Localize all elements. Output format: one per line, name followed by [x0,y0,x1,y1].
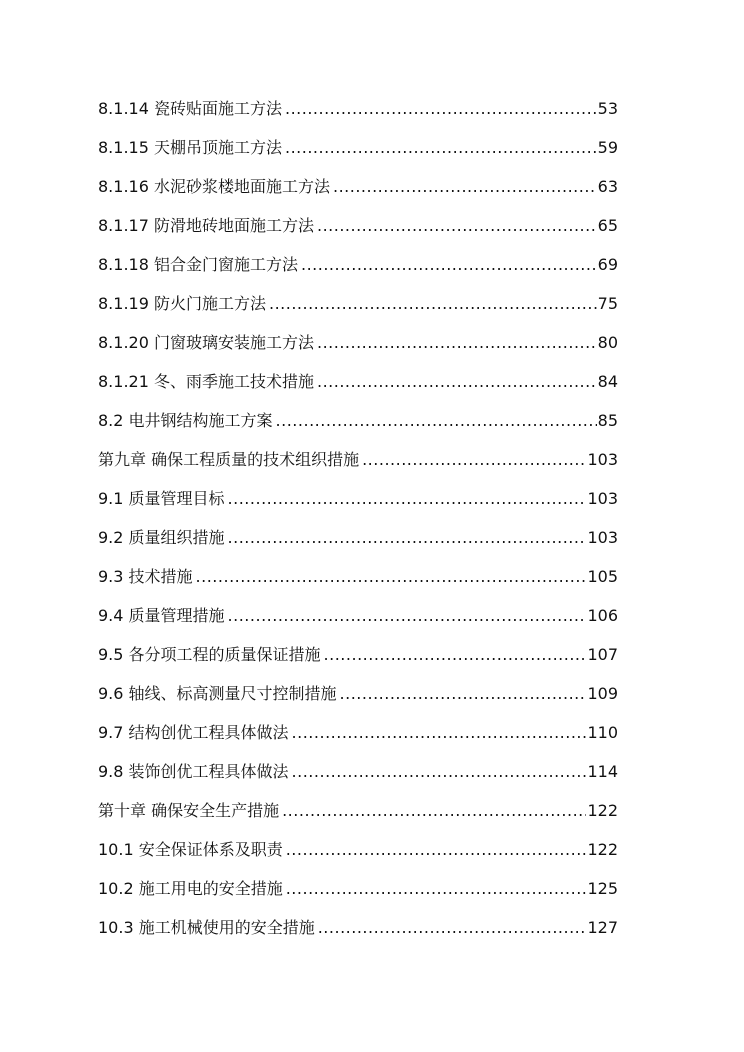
toc-dot-leader [228,484,587,514]
toc-entry[interactable] [98,211,618,250]
toc-entry-title: 9.6 轴线、标高测量尺寸控制措施 [98,684,337,703]
toc-entry-title: 8.1.15 天棚吊顶施工方法 [98,138,282,157]
toc-entry[interactable] [98,835,618,874]
toc-entry-title: 9.4 质量管理措施 [98,606,225,625]
toc-dot-leader [286,835,587,865]
toc-dot-leader [276,406,597,436]
toc-page-number: 80 [597,333,618,352]
toc-entry[interactable] [98,328,618,367]
toc-dot-leader [269,289,597,319]
toc-page-number: 53 [597,99,618,118]
toc-entry-title: 第十章 确保安全生产措施 [98,801,280,820]
toc-entry[interactable] [98,601,618,640]
toc-entry-title: 9.3 技术措施 [98,567,193,586]
toc-entry[interactable] [98,406,618,445]
toc-entry[interactable] [98,172,618,211]
toc-entry-title: 9.1 质量管理目标 [98,489,225,508]
toc-dot-leader [317,367,597,397]
toc-entry[interactable] [98,523,618,562]
toc-page-number: 106 [587,606,618,625]
toc-page-number: 75 [597,294,618,313]
toc-entry[interactable] [98,679,618,718]
toc-dot-leader [285,94,597,124]
toc-entry[interactable] [98,718,618,757]
toc-entry-title: 第九章 确保工程质量的技术组织措施 [98,450,360,469]
toc-entry-title: 9.5 各分项工程的质量保证措施 [98,645,321,664]
toc-entry-title: 8.1.14 瓷砖贴面施工方法 [98,99,282,118]
toc-dot-leader [317,328,597,358]
toc-page-number: 103 [587,450,618,469]
toc-page-number: 122 [587,801,618,820]
toc-page-number: 107 [587,645,618,664]
toc-entry[interactable] [98,913,618,952]
toc-entry-title: 8.1.18 铝合金门窗施工方法 [98,255,298,274]
toc-entry-title: 10.2 施工用电的安全措施 [98,879,283,898]
toc-entry[interactable] [98,874,618,913]
toc-page-number: 84 [597,372,618,391]
toc-entry[interactable] [98,757,618,796]
toc-dot-leader [301,250,597,280]
toc-page-number: 122 [587,840,618,859]
toc-dot-leader [340,679,587,709]
toc-entry-title: 8.1.21 冬、雨季施工技术措施 [98,372,314,391]
toc-dot-leader [285,133,597,163]
toc-entry-title: 8.2 电井钢结构施工方案 [98,411,273,430]
toc-entry[interactable] [98,133,618,172]
toc-dot-leader [333,172,597,202]
toc-page-number: 114 [587,762,618,781]
toc-entry-title: 10.3 施工机械使用的安全措施 [98,918,315,937]
toc-dot-leader [324,640,587,670]
toc-page-number: 105 [587,567,618,586]
toc-entry[interactable] [98,250,618,289]
toc-entry-title: 8.1.19 防火门施工方法 [98,294,266,313]
toc-entry[interactable] [98,289,618,328]
toc-page-number: 103 [587,489,618,508]
table-of-contents [98,94,618,952]
toc-entry-title: 10.1 安全保证体系及职责 [98,840,283,859]
toc-entry[interactable] [98,367,618,406]
toc-page-number: 125 [587,879,618,898]
toc-page-number: 63 [597,177,618,196]
toc-page-number: 109 [587,684,618,703]
toc-dot-leader [286,874,587,904]
toc-dot-leader [292,718,587,748]
toc-entry-title: 9.2 质量组织措施 [98,528,225,547]
toc-dot-leader [282,796,586,826]
toc-page-number: 85 [597,411,618,430]
toc-dot-leader [317,211,597,241]
toc-entry[interactable] [98,94,618,133]
toc-page-number: 103 [587,528,618,547]
toc-entry-title: 9.7 结构创优工程具体做法 [98,723,289,742]
toc-dot-leader [196,562,587,592]
toc-entry[interactable] [98,484,618,523]
toc-entry-title: 8.1.16 水泥砂浆楼地面施工方法 [98,177,330,196]
toc-entry-title: 9.8 装饰创优工程具体做法 [98,762,289,781]
toc-dot-leader [228,523,587,553]
toc-entry[interactable] [98,640,618,679]
toc-dot-leader [362,445,586,475]
toc-page-number: 65 [597,216,618,235]
toc-dot-leader [318,913,587,943]
toc-page-number: 69 [597,255,618,274]
toc-page-number: 59 [597,138,618,157]
toc-page-number: 110 [587,723,618,742]
toc-entry[interactable] [98,562,618,601]
toc-entry[interactable] [98,796,618,835]
toc-entry-title: 8.1.17 防滑地砖地面施工方法 [98,216,314,235]
toc-entry[interactable] [98,445,618,484]
toc-page-number: 127 [587,918,618,937]
toc-entry-title: 8.1.20 门窗玻璃安装施工方法 [98,333,314,352]
toc-dot-leader [228,601,587,631]
toc-dot-leader [292,757,587,787]
